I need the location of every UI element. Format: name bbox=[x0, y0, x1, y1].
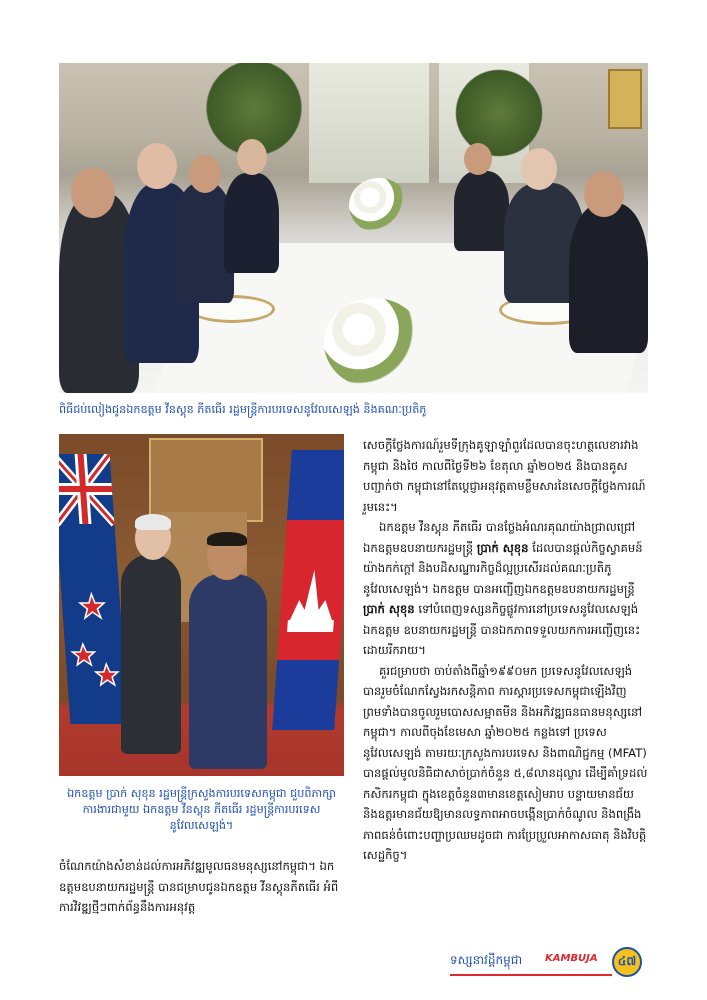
top-photo-caption: ពិធីជប់លៀងជូនឯកឧត្តម វីនស្តុន ភីតធើរ រដ្ឋមន្ត្រីការបរទេសនូវែលសេឡង់ និងគណៈប្រតិភូ bbox=[59, 403, 427, 416]
photo-head bbox=[189, 155, 221, 193]
banquet-photo bbox=[59, 63, 648, 393]
new-zealand-flag-stars bbox=[59, 454, 128, 724]
photo-head bbox=[584, 171, 624, 217]
paragraph-2-part-b: ដែលបានផ្តល់កិច្ចស្វាគមន៍យ៉ាងកក់ក្តៅ និងបដិសណ្ឋារកិច្ចដ៏ល្អប្រសើរដល់គណៈប្រតិភូនូវែលសេឡង់។ ឯកឧត្តម បានអញ្ជើញឯកឧត្តមឧបនាយករដ្ឋមន្ត្រី bbox=[363, 540, 643, 596]
photo-hair bbox=[207, 532, 247, 546]
magazine-brand: KAMBUJA bbox=[545, 953, 598, 964]
photo-head bbox=[71, 168, 115, 218]
photo-person-right bbox=[189, 574, 267, 769]
ministry-plaque bbox=[149, 438, 263, 522]
footer-divider bbox=[450, 974, 612, 976]
photo-person bbox=[224, 173, 279, 273]
left-column-paragraph: ចំណែកយ៉ាងសំខាន់ដល់ការអភិវឌ្ឍមូលធនមនុស្សនៅកម្ពុជា។ ឯកឧត្តមឧបនាយករដ្ឋមន្ត្រី បានជម្រាបជូនឯកឧត្តម វីនស្តុនភីតធើរ អំពីការវិវឌ្ឍថ្មីៗពាក់ព័ន្ធនឹងការអនុវត្ត bbox=[59, 859, 339, 914]
photo-head bbox=[137, 143, 177, 189]
paragraph-2 bbox=[363, 517, 648, 661]
photo-hair bbox=[135, 514, 171, 530]
page-number: ៤៧ bbox=[612, 947, 642, 977]
meeting-photo bbox=[59, 434, 344, 776]
paragraph-2-part-a: ឯកឧត្តម វីនស្តុន ភីតធើរ បានថ្លែងអំណរគុណយ៉ាងជ្រាលជ្រៅ ឯកឧត្តមឧបនាយករដ្ឋមន្ត្រី bbox=[363, 520, 636, 555]
highlighted-name: ប្រាក់ សុខុន bbox=[363, 602, 415, 616]
magazine-title: ទស្សនាវដ្តីកម្ពុជា bbox=[450, 953, 523, 967]
photo-head bbox=[237, 139, 267, 175]
new-zealand-flag bbox=[59, 454, 128, 724]
paragraph-3: គួរជម្រាបថា ចាប់តាំងពីឆ្នាំ១៩៩០មក ប្រទេសនូវែលសេឡង់បានរួមចំណែកស្វែងរកសន្តិភាព ការស្តារប្រទេសកម្ពុជាឡើងវិញ ព្រមទាំងបានចូលរួមបោសសម្អាតមីន និងអភិវឌ្ឍធនធានមនុស្សនៅកម្ពុជា។ កាលពីចុងខែមេសា ឆ្នាំ២០២៥ កន្លងទៅ ប្រទេសនូវែលសេឡង់ តាមរយៈក្រសួងការបរទេស និងពាណិជ្ជកម្ម (MFAT) បានផ្តល់មូលនិធិជាសាច់ប្រាក់ចំនួន ៥,៨លានដុល្លារ ដើម្បីគាំទ្រដល់កសិករកម្ពុជា ក្នុងខេត្តចំនួន៣មានខេត្តសៀមរាប បន្ទាយមានជ័យ និងឧត្តរមានជ័យឱ្យមានលទ្ធភាពអាចបង្កើនប្រាក់ចំណូល និងពង្រឹងភាពធន់ចំពោះបញ្ហាប្រឈមដូចជា ការប្រែប្រួលអាកាសធាតុ និងវិបត្តិសេដ្ឋកិច្ច។ bbox=[363, 663, 648, 862]
photo-person bbox=[569, 203, 648, 353]
photo-flowers bbox=[324, 298, 424, 388]
photo-portrait bbox=[608, 69, 642, 129]
angkor-wat-emblem bbox=[272, 450, 344, 730]
photo-window bbox=[309, 63, 429, 183]
photo-person bbox=[454, 171, 509, 251]
cambodia-flag bbox=[272, 450, 344, 730]
right-column bbox=[363, 435, 648, 866]
photo-head bbox=[464, 143, 492, 175]
photo-flowers bbox=[349, 178, 409, 233]
highlighted-name: ប្រាក់ សុខុន bbox=[476, 540, 529, 555]
photo-head bbox=[521, 148, 557, 190]
left-photo-caption: ឯកឧត្តម ប្រាក់ សុខុន រដ្ឋមន្ត្រីក្រសួងការបរទេសកម្ពុជា ជួបពិភាក្សាការងារជាមួយ ឯកឧត្តម វីនស្តុន ភីតធើរ រដ្ឋមន្ត្រីការបរទេសនូវែលសេឡង់។ bbox=[67, 787, 336, 832]
photo-person-left bbox=[121, 554, 181, 754]
paragraph-2-part-c: ទៅបំពេញទស្សនកិច្ចផ្លូវការនៅប្រទេសនូវែលសេឡង់ ឯកឧត្តម ឧបនាយករដ្ឋមន្ត្រី បានឯកភាពទទួលយកការអញ្ជើញនេះដោយរីករាយ។ bbox=[363, 602, 641, 657]
paragraph-1: សេចក្តីថ្លែងការណ៍រួមទីក្រុងគូឡាឡាំពួរដែលបានចុះហត្ថលេខារវាងកម្ពុជា និងថៃ កាលពីថ្ងៃទី២៦ ខែតុលា ឆ្នាំ២០២៥ និងបានគូសបញ្ជាក់ថា កម្ពុជានៅតែប្តេជ្ញាអនុវត្តតាមខ្លឹមសារនៃសេចក្តីថ្លែងការណ៍រួមនេះ។ bbox=[363, 438, 646, 514]
